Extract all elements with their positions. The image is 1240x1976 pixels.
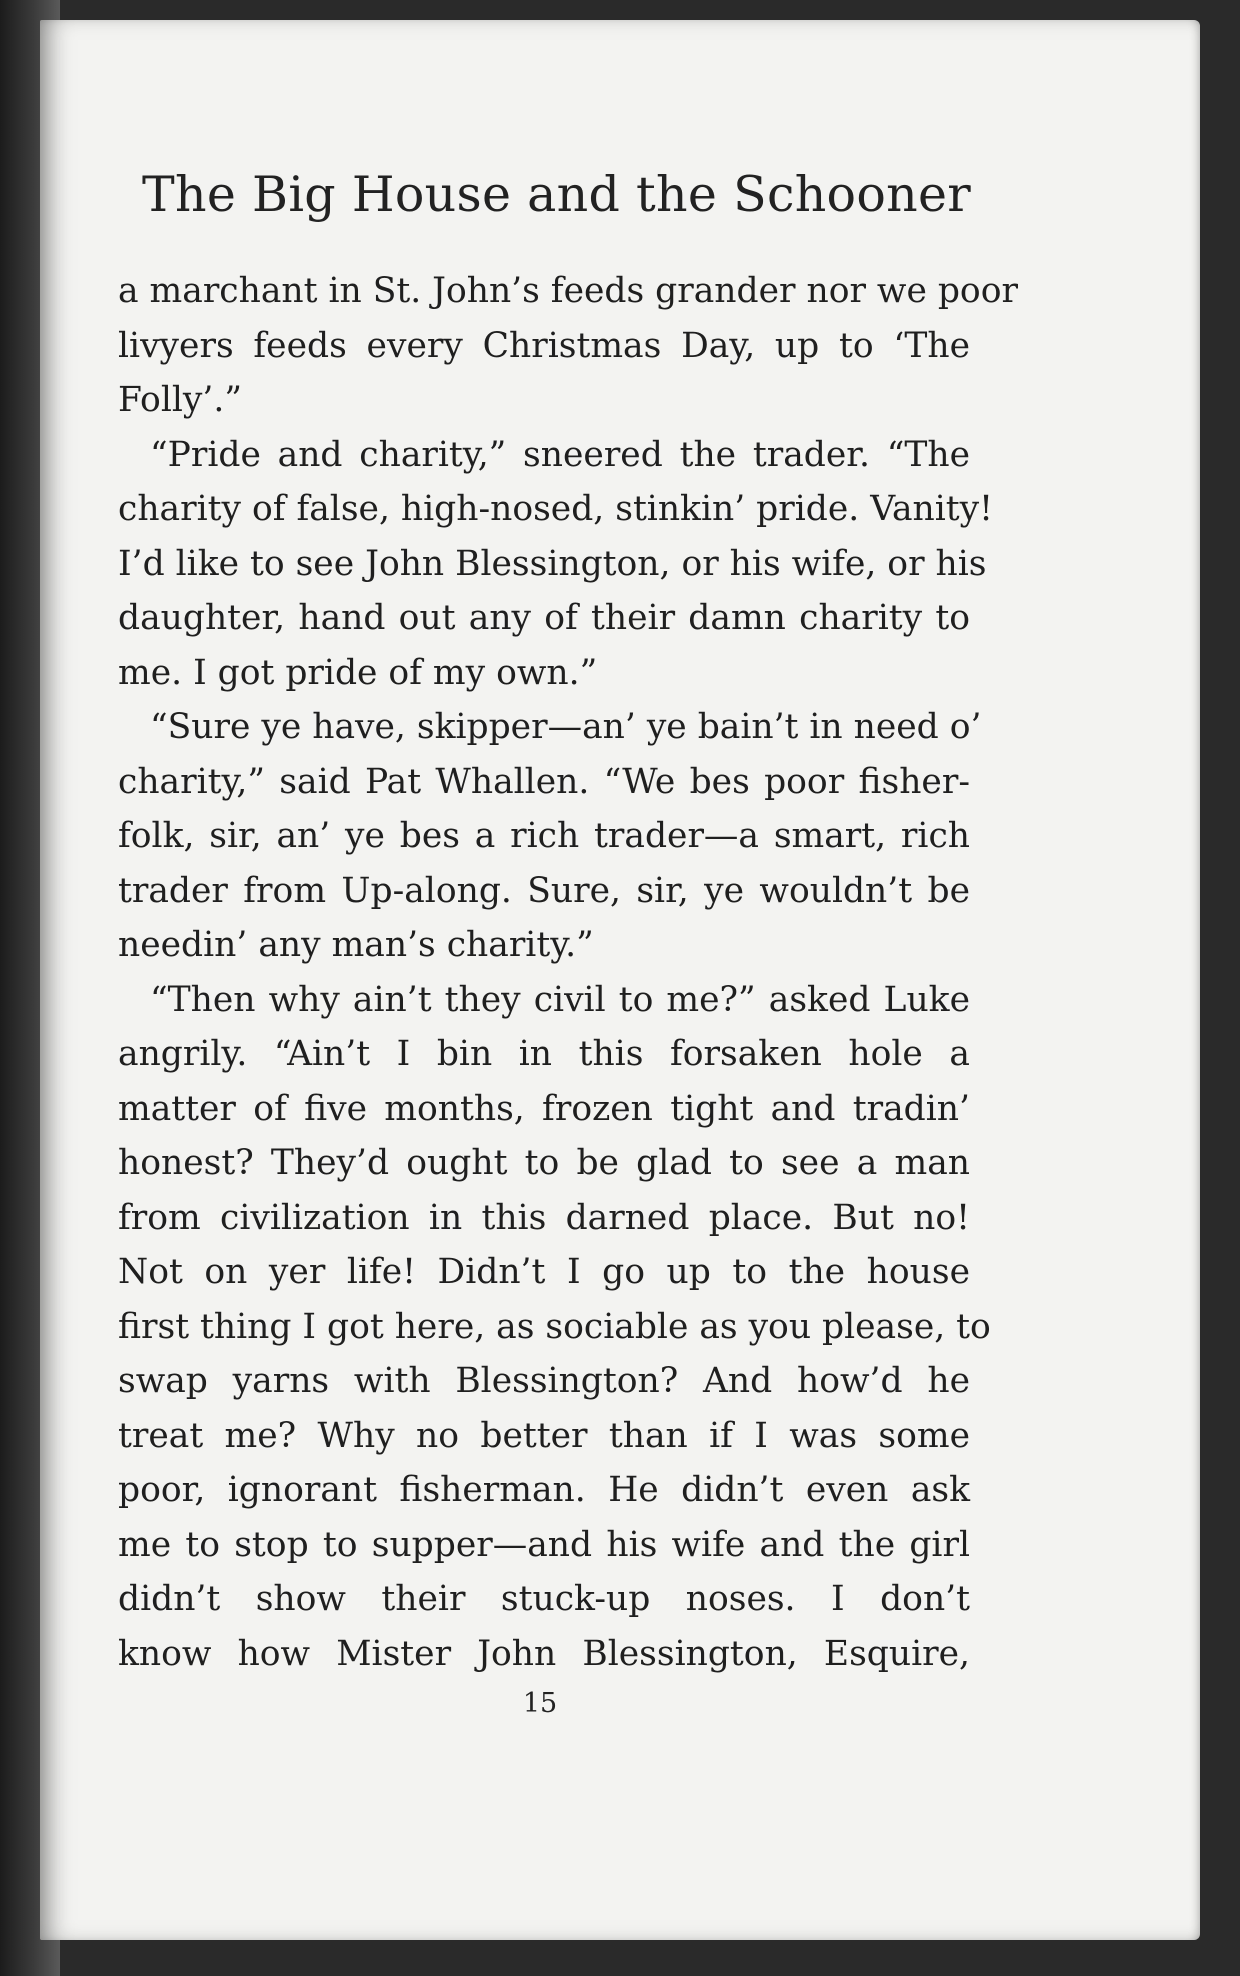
text-line: didn’t show their stuck-up noses. I don’t (118, 1579, 970, 1619)
text-line: folk, sir, an’ ye bes a rich trader—a smart, rich (118, 816, 970, 856)
text-line: a marchant in St. John’s feeds grander nor we poor (118, 271, 1018, 311)
book-page (40, 20, 1200, 1940)
text-line: needin’ any man’s charity.” (118, 925, 594, 965)
text-line: from civilization in this darned place. But no! (118, 1197, 970, 1238)
text-line: me. I got pride of my own.” (118, 652, 598, 693)
text-line: treat me? Why no better than if I was some (118, 1415, 970, 1456)
text-line: charity of false, high-nosed, stinkin’ pride. Vanity! (118, 489, 993, 529)
text-line: me to stop to supper—and his wife and the girl (118, 1524, 970, 1565)
text-line: charity,” said Pat Whallen. “We bes poor fisher- (118, 761, 970, 802)
running-head: The Big House and the Schooner (142, 166, 972, 223)
text-line: Not on yer life! Didn’t I go up to the house (118, 1252, 970, 1292)
text-line: daughter, hand out any of their damn charity to (118, 598, 970, 638)
text-line: livyers feeds every Christmas Day, up to ‘The (118, 325, 970, 366)
text-line: I’d like to see John Blessington, or his wife, or his (118, 543, 987, 584)
page-number: 15 (522, 1688, 558, 1719)
text-line: matter of five months, frozen tight and tradin’ (118, 1088, 970, 1129)
text-line: “Then why ain’t they civil to me?” asked Luke (150, 979, 970, 1020)
text-line: Folly’.” (118, 380, 242, 420)
text-line: honest? They’d ought to be glad to see a man (118, 1143, 970, 1183)
body-text (118, 264, 1018, 1681)
text-line: first thing I got here, as sociable as you please, to (118, 1306, 991, 1347)
text-line: know how Mister John Blessington, Esquire, (118, 1633, 970, 1674)
text-line: trader from Up-along. Sure, sir, ye wouldn’t be (118, 870, 970, 911)
text-line: “Sure ye have, skipper—an’ ye bain’t in need o’ (150, 707, 982, 747)
text-line: swap yarns with Blessington? And how’d he (118, 1361, 970, 1401)
text-line: poor, ignorant fisherman. He didn’t even ask (118, 1470, 970, 1510)
text-line: angrily. “Ain’t I bin in this forsaken hole a (118, 1034, 970, 1074)
text-line: “Pride and charity,” sneered the trader. “The (150, 434, 970, 475)
